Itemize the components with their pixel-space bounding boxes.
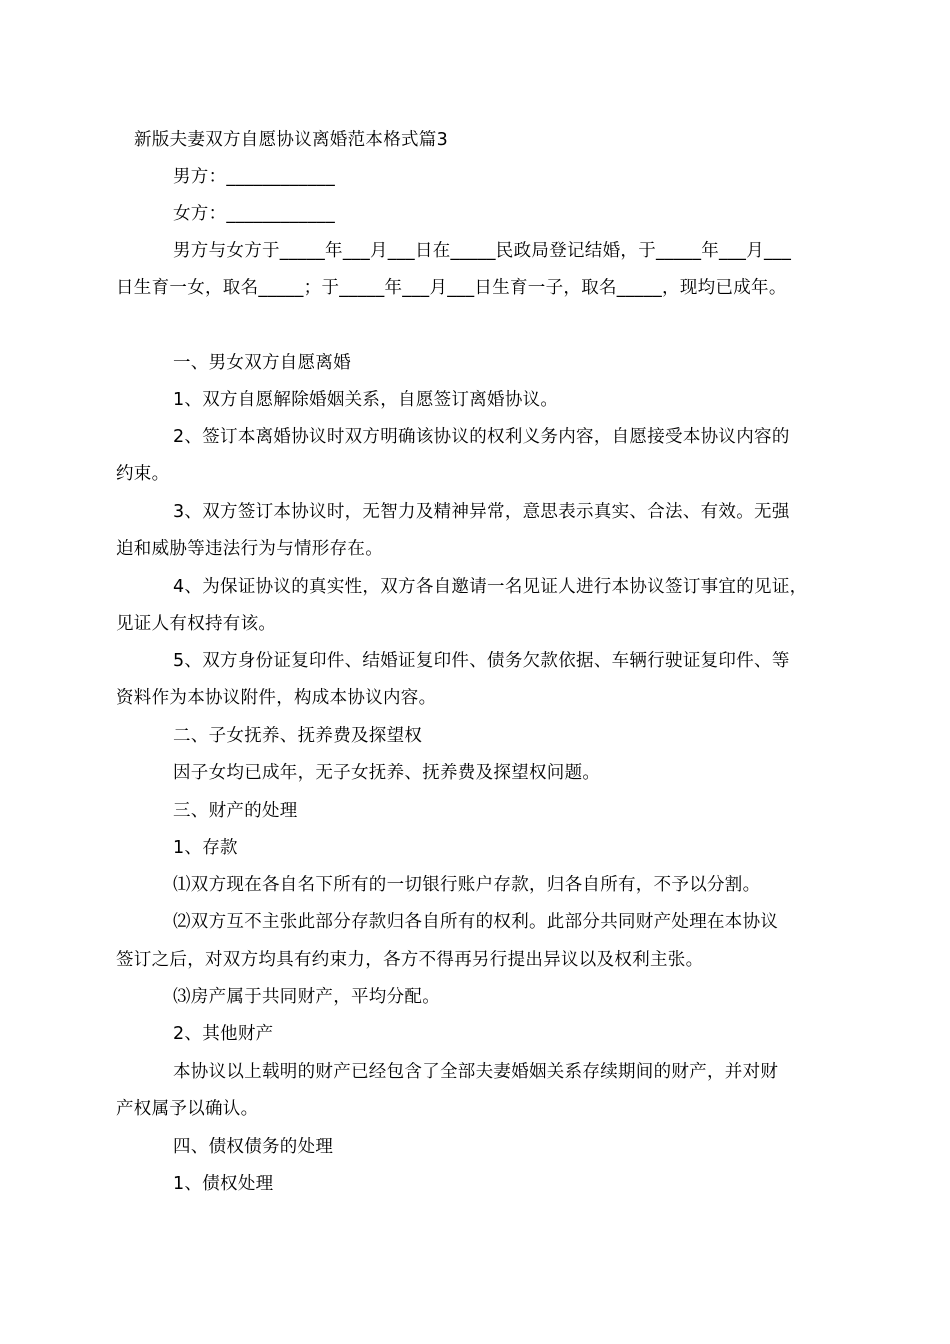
paragraph-line: 签订之后，对双方均具有约束力，各方不得再另行提出异议以及权利主张。 xyxy=(116,950,704,970)
paragraph-line: ⑶房产属于共同财产，平均分配。 xyxy=(173,987,440,1007)
paragraph-line: 3、双方签订本协议时，无智力及精神异常，意思表示真实、合法、有效。无强 xyxy=(173,502,790,522)
paragraph-line: 2、签订本离婚协议时双方明确该协议的权利义务内容，自愿接受本协议内容的 xyxy=(173,427,790,447)
paragraph-line: 迫和威胁等违法行为与情形存在。 xyxy=(116,539,383,559)
paragraph-line: 日生育一女，取名_____；于_____年___月___日生育一子，取名_____，现均已成年。 xyxy=(116,278,787,298)
paragraph-line: ⑴双方现在各自名下所有的一切银行账户存款，归各自所有，不予以分割。 xyxy=(173,875,761,895)
paragraph-line: 因子女均已成年，无子女抚养、抚养费及探望权问题。 xyxy=(173,763,601,783)
section-heading: 一、男女双方自愿离婚 xyxy=(173,353,351,373)
paragraph-line: 产权属予以确认。 xyxy=(116,1099,259,1119)
section-heading: 三、财产的处理 xyxy=(173,801,298,821)
paragraph-line: 资料作为本协议附件，构成本协议内容。 xyxy=(116,688,437,708)
wife-line: 女方：____________ xyxy=(173,204,335,224)
document-title: 新版夫妻双方自愿协议离婚范本格式篇3 xyxy=(134,130,449,150)
section-heading: 四、债权债务的处理 xyxy=(173,1137,334,1157)
husband-line: 男方：____________ xyxy=(173,167,335,187)
paragraph-line: 2、其他财产 xyxy=(173,1024,274,1044)
paragraph-line: 1、存款 xyxy=(173,838,238,858)
paragraph-line: 约束。 xyxy=(116,464,170,484)
paragraph-line: 见证人有权持有该。 xyxy=(116,614,277,634)
paragraph-line: ⑵双方互不主张此部分存款归各自所有的权利。此部分共同财产处理在本协议 xyxy=(173,912,779,932)
section-heading: 二、子女抚养、抚养费及探望权 xyxy=(173,726,423,746)
paragraph-line: 4、为保证协议的真实性，双方各自邀请一名见证人进行本协议签订事宜的见证， xyxy=(173,577,808,597)
paragraph-line: 1、双方自愿解除婚姻关系，自愿签订离婚协议。 xyxy=(173,390,559,410)
paragraph-line: 5、双方身份证复印件、结婚证复印件、债务欠款依据、车辆行驶证复印件、等 xyxy=(173,651,790,671)
paragraph-line: 本协议以上载明的财产已经包含了全部夫妻婚姻关系存续期间的财产，并对财 xyxy=(173,1062,779,1082)
paragraph-line: 男方与女方于_____年___月___日在_____民政局登记结婚，于_____年___月___ xyxy=(173,241,792,261)
paragraph-line: 1、债权处理 xyxy=(173,1174,274,1194)
